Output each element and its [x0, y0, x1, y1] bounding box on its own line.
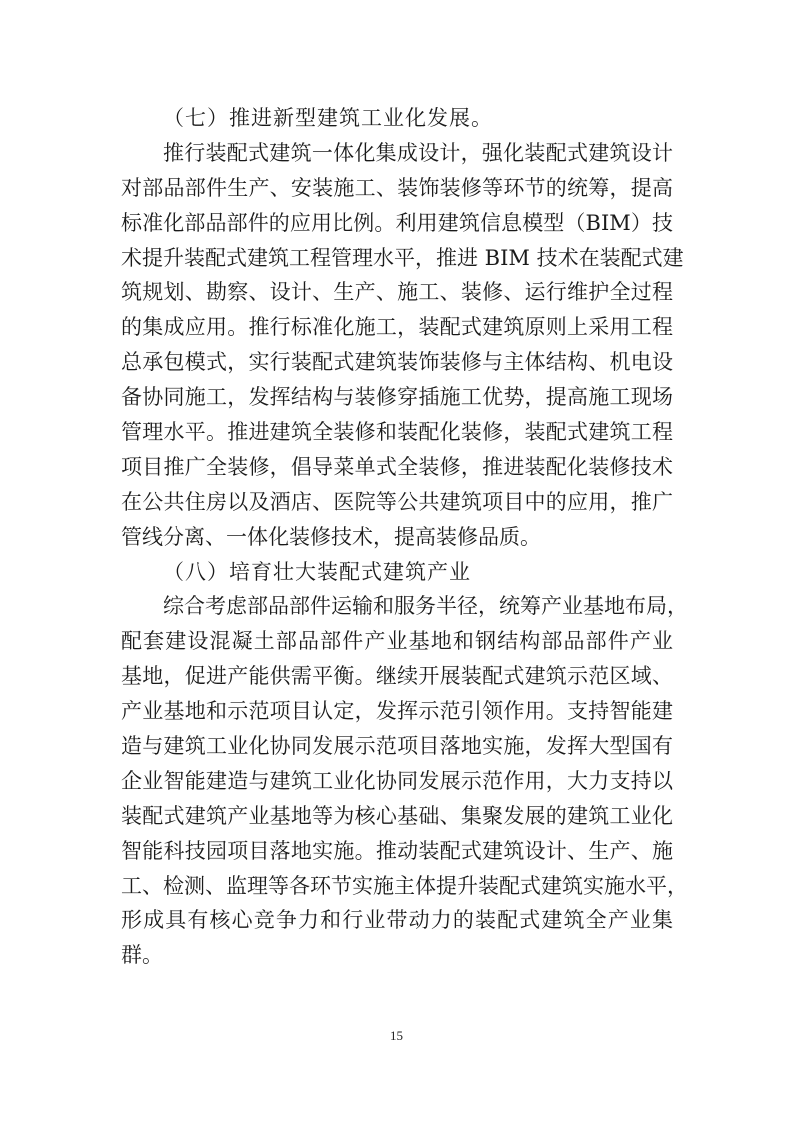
paragraph-line: 总承包模式，实行装配式建筑装饰装修与主体结构、机电设 — [121, 350, 673, 375]
paragraph-line: 管线分离、一体化装修技术，提高装修品质。 — [121, 524, 541, 549]
paragraph-line: 产业基地和示范项目认定，发挥示范引领作用。支持智能建 — [121, 699, 673, 724]
paragraph-line: 筑规划、勘察、设计、生产、施工、装修、运行维护全过程 — [121, 280, 673, 305]
page-number: 15 — [390, 1028, 403, 1043]
paragraph-line: 管理水平。推进建筑全装修和装配化装修，装配式建筑工程 — [121, 420, 673, 445]
paragraph-line: 综合考虑部品部件运输和服务半径，统筹产业基地布局， — [163, 594, 688, 619]
paragraph-line: 在公共住房以及酒店、医院等公共建筑项目中的应用，推广 — [121, 489, 673, 514]
paragraph-line: 基地，促进产能供需平衡。继续开展装配式建筑示范区域、 — [121, 664, 673, 689]
paragraph-line: 装配式建筑产业基地等为核心基础、集聚发展的建筑工业化 — [121, 803, 673, 828]
paragraph-line: 形成具有核心竞争力和行业带动力的装配式建筑全产业集 — [121, 908, 673, 933]
paragraph-line: 企业智能建造与建筑工业化协同发展示范作用，大力支持以 — [121, 768, 673, 793]
paragraph-line: 对部品部件生产、安装施工、装饰装修等环节的统筹，提高 — [121, 175, 673, 200]
paragraph-line: 备协同施工，发挥结构与装修穿插施工优势，提高施工现场 — [121, 385, 673, 410]
paragraph-line: 标准化部品部件的应用比例。利用建筑信息模型（BIM）技 — [121, 210, 673, 235]
paragraph-line: 配套建设混凝土部品部件产业基地和钢结构部品部件产业 — [121, 629, 673, 654]
paragraph-line: 项目推广全装修，倡导菜单式全装修，推进装配化装修技术 — [121, 454, 673, 479]
paragraph-line: 的集成应用。推行标准化施工，装配式建筑原则上采用工程 — [121, 315, 673, 340]
paragraph-line: 推行装配式建筑一体化集成设计，强化装配式建筑设计 — [163, 140, 673, 165]
document-page — [121, 101, 688, 973]
section-heading-7: （七）推进新型建筑工业化发展。 — [163, 106, 493, 130]
paragraph-line: 造与建筑工业化协同发展示范项目落地实施，发挥大型国有 — [121, 734, 673, 759]
section-heading-8: （八）培育壮大装配式建筑产业 — [163, 559, 471, 584]
paragraph-line: 群。 — [121, 943, 163, 968]
paragraph-line: 术提升装配式建筑工程管理水平，推进 BIM 技术在装配式建 — [121, 245, 684, 270]
paragraph-line: 工、检测、监理等各环节实施主体提升装配式建筑实施水平， — [121, 873, 688, 898]
paragraph-line: 智能科技园项目落地实施。推动装配式建筑设计、生产、施 — [121, 838, 673, 863]
